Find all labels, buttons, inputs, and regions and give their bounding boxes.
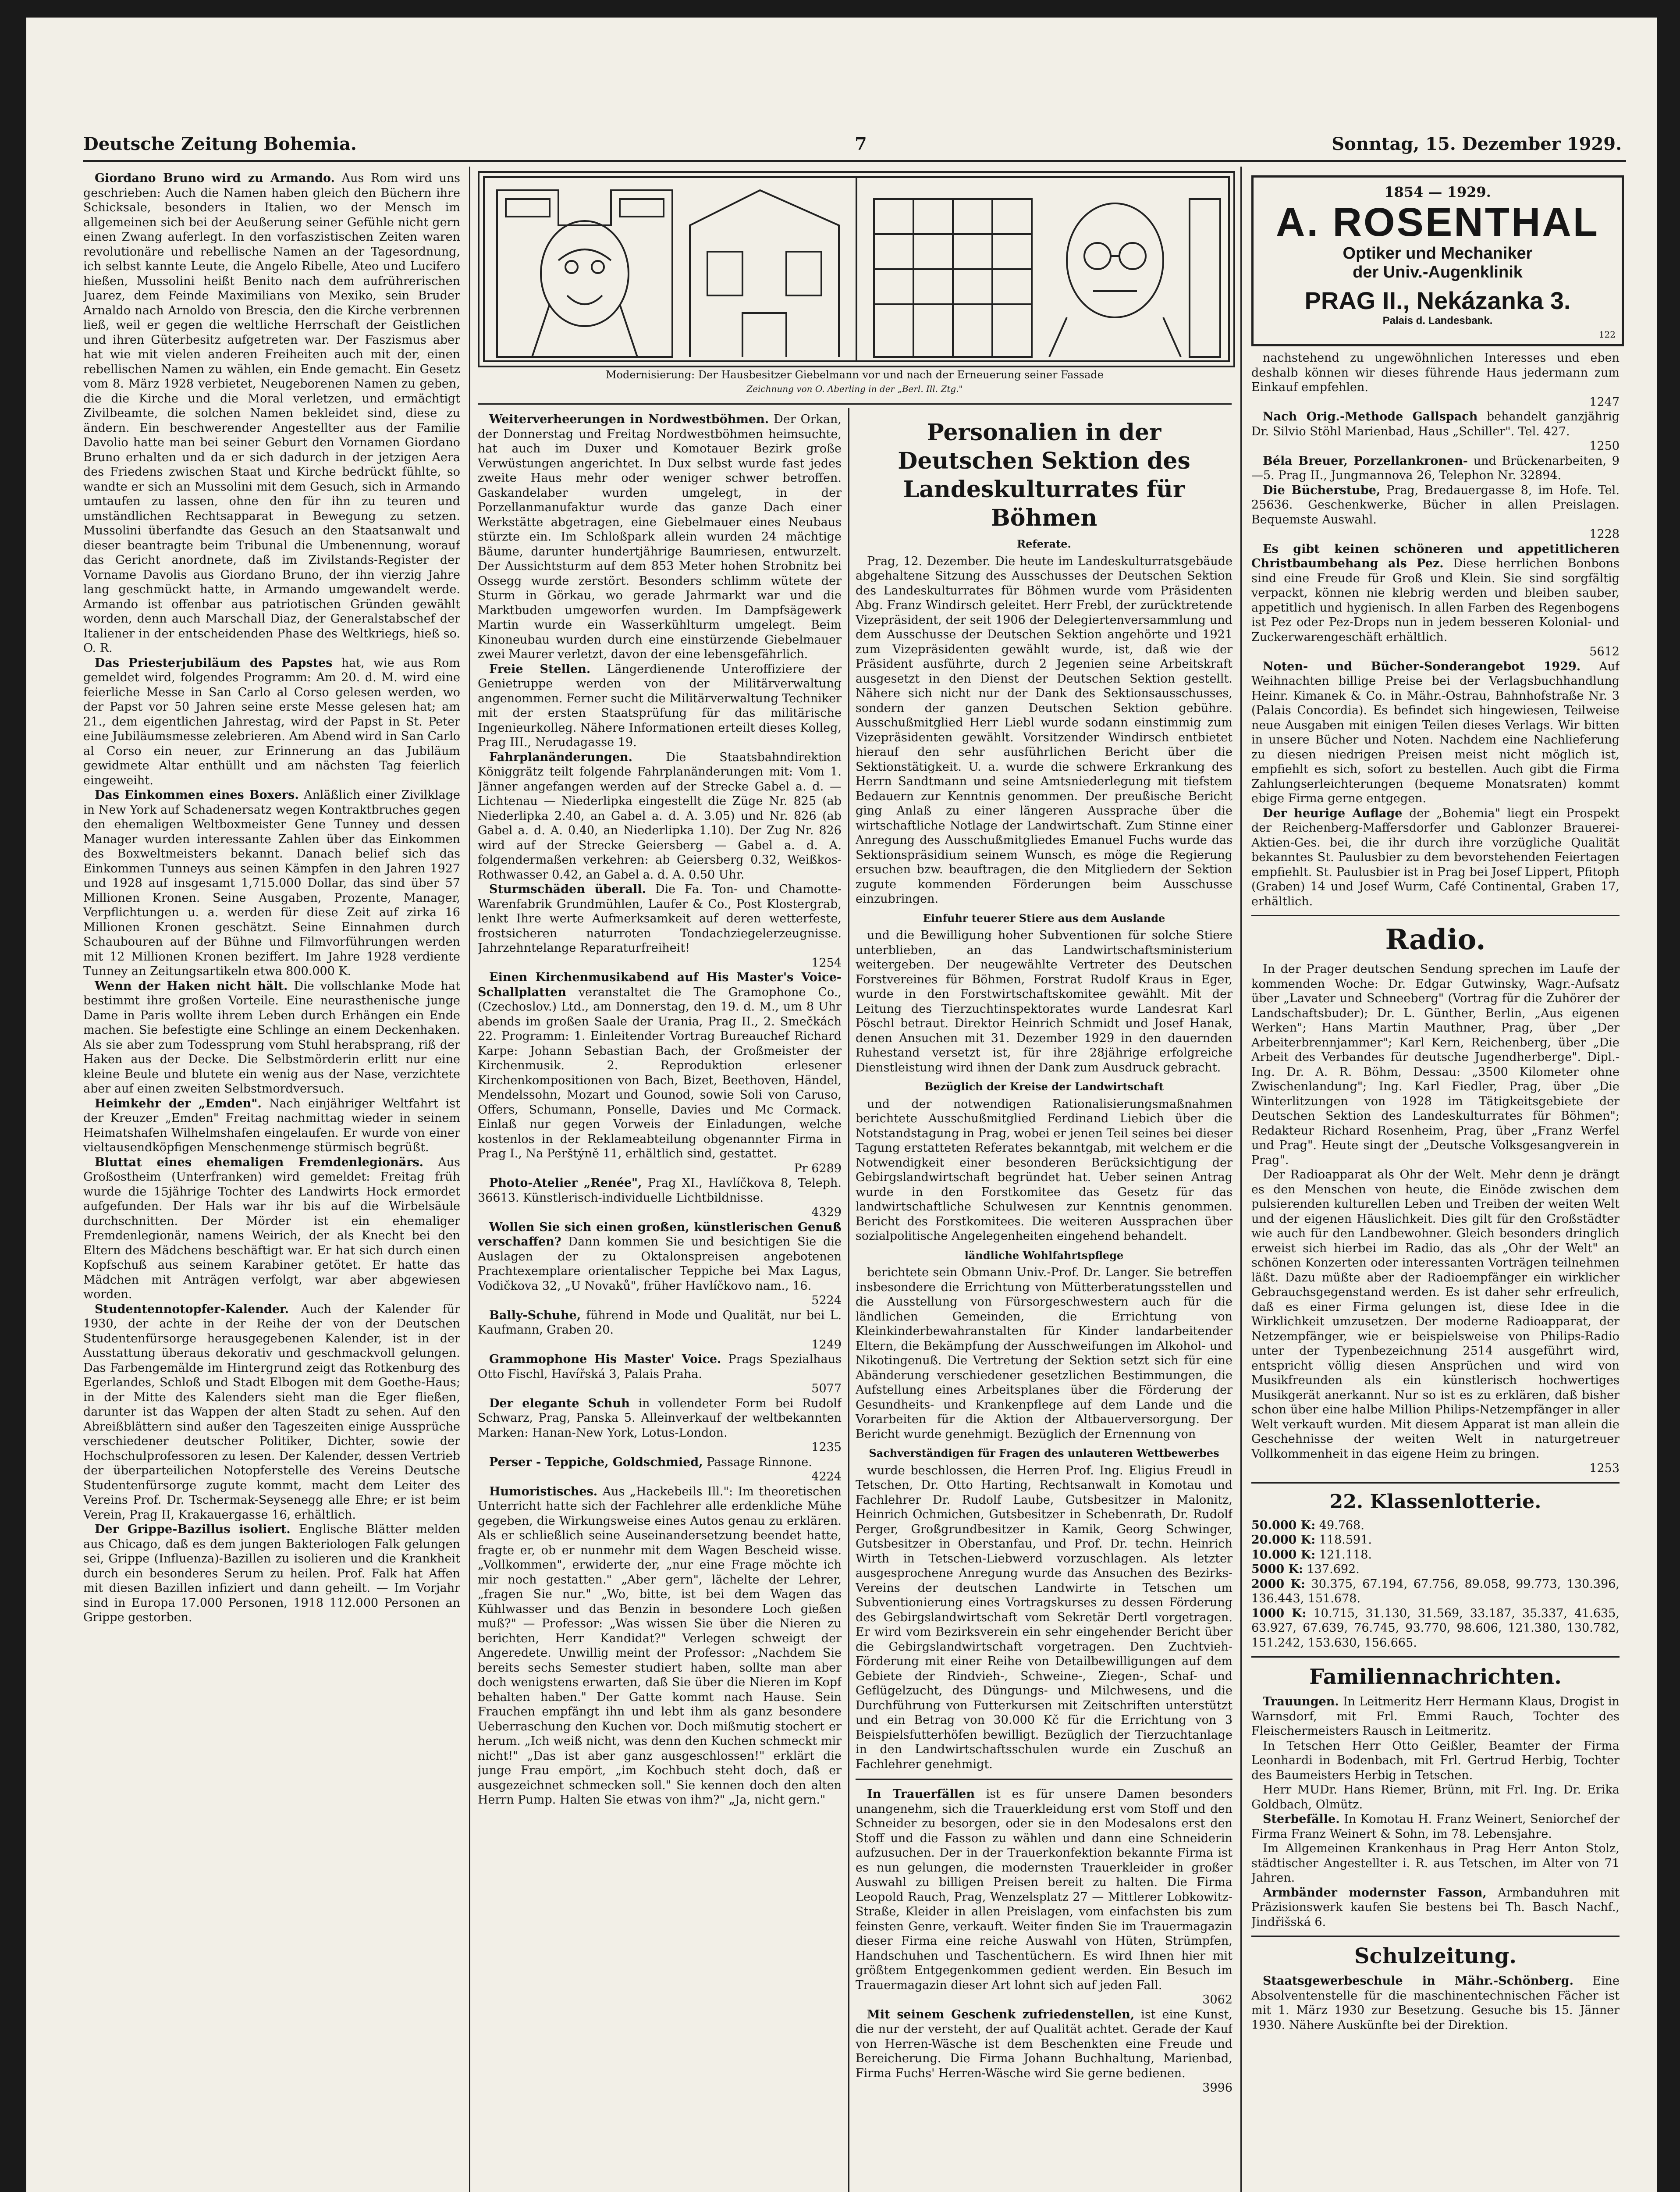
col2-article	[478, 1484, 842, 1808]
lottery-numbers: 137.692.	[1307, 1562, 1360, 1576]
header-rule	[83, 160, 1626, 162]
rosenthal-number: 122	[1598, 329, 1616, 340]
col4-ad-number: 1228	[1589, 527, 1620, 541]
col2-article-text: in vollendeter Form bei Rudolf Schwarz, Prag, Panska 5. Alleinverkauf der weltbekannten Marken: Hanan-New York, Lotus-London.	[478, 1396, 842, 1440]
col1-article	[83, 1522, 460, 1625]
col4-article	[1251, 806, 1620, 909]
lottery-prize: 10.000 K:	[1251, 1548, 1316, 1562]
col2-article-text: Dann kommen Sie und besichtigen Sie die Auslagen der zu Oktalonspreisen angebotenen Prachtexemplare orientalischer Teppiche bei Max Lagus, Vodičkova 32, „U Novaků", früher Havlíčkovo nam., 16.	[478, 1235, 842, 1293]
rosenthal-years: 1854 — 1929.	[1384, 184, 1491, 200]
col1-article-text: Anläßlich einer Zivilklage in New York auf Schadenersatz wegen Kontraktbruches gegen den ehemaligen Weltboxmeister Gene Tunney und dessen Manager wurden interessante Zahlen über das Einkommen des Boxweltmeisters bekannt. Danach belief sich das Einkommen Tunneys aus seinen Kämpfen in den Jahren 1927 und 1928 auf insgesamt 1,715.000 Dollar, das sind über 57 Millionen Kronen. Seine Ausgaben, Prozente, Manager, Verpflichtungen u. a. werden für diese Zeit auf zirka 16 Millionen Kronen geschätzt. Seine Einnahmen durch Schaubouren auf der Bühne und Filmvorführungen werden mit 12 Millionen Kronen beziffert. Im Jahre 1928 verdiente Tunney an Zeitungsartikeln etwa 800.000 K.	[83, 788, 460, 978]
col4-ad-number: 5612	[1589, 645, 1620, 658]
family-article-text: Im Allgemeinen Krankenhaus in Prag Herr Anton Stolz, städtischer Angestellter i. R. aus Tetschen, im Alter von 71 Jahren.	[1251, 1842, 1620, 1885]
col2-article-title: Photo-Atelier „Renée",	[489, 1176, 642, 1190]
cartoon-drawing	[479, 173, 1233, 366]
column-divider-1	[469, 167, 470, 2192]
col2-article-title: Einen Kirchenmusikabend auf His Master's Voice-Schallplatten	[478, 971, 842, 999]
col2-article-text: Prag XI., Havlíčkova 8, Teleph. 36613. Künstlerisch-individuelle Lichtbildnisse.	[478, 1176, 842, 1205]
col4-ad-number: 1250	[1589, 439, 1620, 453]
school-article-text: Eine Absolventenstelle für die maschinentechnischen Fächer ist mit 1. März 1930 zur Besetzung. Gesuche bis 15. Jänner 1930. Nähere Auskünfte bei der Direktion.	[1251, 1974, 1620, 2032]
col2-article	[478, 882, 842, 956]
lottery-prize: 20.000 K:	[1251, 1533, 1316, 1547]
col3-article-text: ist eine Kunst, die nur der versteht, der auf Qualität achtet. Gerade der Kauf von Herren-Wäsche ist dem Beschenkten eine Freude und Bereicherung. Die Firma Johann Buchhaltung, Marienbad, Firma Fuchs' Herren-Wäsche wird Sie gerne bedienen.	[856, 2007, 1232, 2080]
col2-article-text: Längerdienende Unteroffiziere der Genietruppe werden von der Militärverwaltung angenommen. Ferner sucht die Militärverwaltung Techniker mit der ersten Staatsprüfung für das militärische Ingenieurkolleg. Nähere Informationen erteilt dieses Kolleg, Prag III., Nerudagasse 19.	[478, 662, 842, 749]
col1-article-title: Studentennotopfer-Kalender.	[95, 1302, 289, 1316]
col2-article-title: Bally-Schuhe,	[489, 1308, 581, 1322]
radio-title: Radio.	[1385, 923, 1486, 956]
cartoon-caption: Modernisierung: Der Hausbesitzer Giebelmann vor und nach der Erneuerung seiner Fassade	[606, 369, 1104, 381]
family-article-text: In Komotau H. Franz Weinert, Seniorchef der Firma Franz Weinert & Sohn, im 78. Lebensjahre.	[1251, 1812, 1620, 1841]
col1-article	[83, 979, 460, 1096]
rosenthal-name: A. ROSENTHAL	[1276, 200, 1599, 245]
lottery-numbers: 49.768.	[1319, 1518, 1364, 1532]
col2-article-title: Grammophone His Master' Voice.	[489, 1352, 721, 1366]
col1-article-signature: O. R.	[83, 641, 113, 655]
col2-article-title: Freie Stellen.	[489, 662, 591, 676]
col2-ad-number: 4224	[811, 1470, 842, 1484]
lottery-row	[1251, 1577, 1620, 1606]
col1-article-text: Die vollschlanke Mode hat bestimmt ihre großen Vorteile. Eine neurasthenische junge Dame in Paris wollte ihrem Leben durch Erhängen ein Ende machen. Sie befestigte eine Schlinge an einem Deckenhaken. Als sie aber zum Todessprung vom Stuhl herabsprang, riß der Haken aus der Decke. Die Selbstmörderin erlitt nur eine kleine Beule und blutete ein wenig aus der Nase, verzichtete aber auf einen zweiten Selbstmordversuch.	[83, 979, 460, 1096]
col2-ad-number: 5077	[811, 1382, 842, 1395]
col4-article-title: Der heurige Auflage	[1263, 806, 1403, 820]
col4-article-title: Es gibt keinen schöneren und appetitlicheren Christbaumbehang als Pez.	[1251, 542, 1620, 570]
personalien-section-text: berichtete sein Obmann Univ.-Prof. Dr. Langer. Sie betreffen insbesondere die Errichtung von Mütterberatungsstellen und die Ausstellung von Fürsorgeschwestern auch für die ländlichen Gemeinden, die Errichtung von Kleinkinderbewahranstalten für Kinder landarbeitender Eltern, die Bekämpfung der Ausschweifungen im Alkohol- und Nikotingenuß. Die Vertretung der Sektion setzt sich für eine Abänderung verschiedener gesetzlichen Bestimmungen, die Aufstellung eines Arbeitsplanes über die Förderung der Gesundheits- und Krankenpflege auf dem Lande und die Vorarbeiten für die Aktion der Altbauerversorgung. Der Bericht wurde genehmigt. Bezüglich der Ernennung von	[856, 1266, 1232, 1441]
col1-article-title: Giordano Bruno wird zu Armando.	[95, 171, 335, 185]
col4-article-text: Auf Weihnachten billige Preise bei der Verlagsbuchhandlung Heinr. Kimanek & Co. in Mähr.-Ostrau, Bahnhofstraße Nr. 3 (Palais Concordia). Es befindet sich hingewiesen, Teilweise neue Ausgaben mit einigen Teilen dieses Verlags. Wir bitten in unsere Bücher und Noten. Nachdem eine Nachlieferung zu diesen niedrigen Preisen meist nicht möglich ist, empfiehlt es sich, sofort zu bestellen. Auch gibt die Firma Zahlungserleichterungen (bequeme Monatsraten) kommt ebige Firma gerne entgegen.	[1251, 659, 1620, 805]
col1-article	[83, 788, 460, 979]
col1-article-text: Aus Großostheim (Unterfranken) wird gemeldet: Freitag früh wurde die 15jährige Tochter des Landwirts Hock ermordet aufgefunden. Der Hals war ihr bis auf die Wirbelsäule durchschnitten. Der Mörder ist ein ehemaliger Fremdenlegionär, namens Weirich, der als Knecht bei den Eltern des Mädchens beschäftigt war. Er hat sich durch einen Kopfschuß aus seinem Karabiner getötet. Er hatte das Mädchen mit Anträgen verfolgt, war aber abgewiesen worden.	[83, 1155, 460, 1301]
col1-article-text: Aus Rom wird uns geschrieben: Auch die Namen haben gleich den Büchern ihre Schicksale, besonders in Italien, wo der Mensch im allgemeinen sich bei der Aeußerung seiner Gefühle nicht gern einen Zwang auferlegt. In den vorfaszistischen Zeiten waren revolutionäre und rebellische Namen an der Tagesordnung, ich selbst kannte Leute, die Angelo Ribelle, Ateo und Lucifero hießen, Mussolini heißt Benito nach dem aufrührerischen Juarez, dem Feinde Maximilians von Mexiko, sein Bruder Arnaldo nach Arnoldo von Brescia, den die Kirche verbrennen ließ, weil er gegen die weltliche Herrschaft der Geistlichen und ihren Güterbesitz aufgetreten war. Der Faszismus aber hat wie mit vielen anderen Freiheiten auch mit der, einen rebellischen Namen zu wählen, ein Ende gemacht. Ein Gesetz vom 8. März 1928 verbietet, Neugeborenen Namen zu geben, die die Kirche und die Moral verletzen, und ermächtigt Zivilbeamte, die solchen Namen bekleidet sind, diese zu ändern. Ein beschwerender Angestellter aus der Familie Davolio hatte man bei seiner Geburt den Vornamen Giordano Bruno erhalten und da er sich dadurch in der jetzigen Aera des Friedens zwischen Staat und Kirche bedrückt fühlte, so wandte er sich an Mussolini mit dem Gesuch, sich in Armando umtaufen zu lassen, ohne den für ihn zu teuren und umständlichen Rechtsapparat in Bewegung zu setzen. Mussolini überfandte das Gesuch an den Staatsanwalt und dieser beantragte beim Tribunal die Umbenennung, worauf das Gericht anordnete, daß im Zivilstands-Register der Vorname Davolis aus Giordano Bruno, der ihn vierzig Jahre lang geschmückt hatte, in Armando umgewandelt werde. Armando ist offenbar aus patriotischen Gründen gewählt worden, denn auch Marschall Diaz, der Generalstabschef der Italiener in der entscheidenden Phase des Weltkriegs, hieß so.	[83, 171, 460, 641]
col2-ad-number: 1235	[811, 1441, 842, 1454]
lottery-prize: 2000 K:	[1251, 1577, 1305, 1591]
col3-article-title: In Trauerfällen	[867, 1787, 975, 1801]
col4-rule	[1251, 1482, 1620, 1484]
page-content	[83, 105, 1626, 2192]
col3-article	[856, 1787, 1232, 1993]
col2-article-text: führend in Mode und Qualität, nur bei L. Kaufmann, Graben 20.	[478, 1308, 842, 1337]
family-article-text: Herr MUDr. Hans Riemer, Brünn, mit Frl. Ing. Dr. Erika Goldbach, Olmütz.	[1251, 1783, 1620, 1811]
col2-ad-number: Pr 6289	[794, 1161, 842, 1175]
family-article	[1251, 1886, 1620, 1930]
family-article	[1251, 1812, 1620, 1841]
column-4	[1251, 351, 1620, 2192]
col2-article	[478, 1176, 842, 1205]
col1-article	[83, 1155, 460, 1302]
col2-article	[478, 970, 842, 1161]
family-article-title: Sterbefälle.	[1263, 1812, 1340, 1826]
col1-article-text: Englische Blätter melden aus Chicago, daß es dem jungen Bakteriologen Falk gelungen sei, Grippe (Influenza)-Bazillen zu isolieren und die Krankheit durch ein besonderes Serum zu heilen. Prof. Falk hat Affen mit diesen Bazillen infiziert und dann geheilt. — Im Vorjahr sind in Europa 17.000 Personen, 1918 112.000 Personen an Grippe gestorben.	[83, 1523, 460, 1624]
col4-rule	[1251, 1656, 1620, 1658]
col2-article-title: Humoristisches.	[489, 1484, 598, 1498]
lottery-row	[1251, 1606, 1620, 1651]
cartoon-rule	[478, 403, 1232, 405]
family-article	[1251, 1694, 1620, 1739]
radio-ad-number: 1253	[1589, 1462, 1620, 1475]
cartoon-illustration	[478, 171, 1235, 367]
col4-article-text: der „Bohemia" liegt ein Prospekt der Reichenberg-Maffersdorfer und Gablonzer Brauerei-Aktien-Ges. bei, die ihr durch ihre vorzügliche Qualität bekanntes St. Paulusbier zu dem bevorstehenden Feiertagen empfiehlt. St. Paulusbier ist in Prag bei Josef Lippert, Pfitoph (Graben) 14 und Josef Wurm, Café Continental, Graben 17, erhältlich.	[1251, 806, 1620, 908]
col3-ad-number: 3062	[1202, 1993, 1232, 2007]
lottery-row	[1251, 1533, 1620, 1548]
column-divider-2	[848, 408, 849, 2192]
col4-article-title: Die Bücherstube,	[1263, 483, 1381, 497]
col4-article	[1251, 483, 1620, 527]
col2-article-text: veranstaltet die The Gramophone Co., (Czechoslov.) Ltd., am Donnerstag, den 19. d. M., um 8 Uhr abends im großen Saale der Urania, Prag II., 2. Smečkách 22. Programm: 1. Einleitender Vortrag Bureauchef Richard Karpe: Johann Sebastian Bach, der Großmeister der Kirchenmusik. 2. Reproduktion erlesener Kirchenkompositionen von Bach, Bizet, Beethoven, Händel, Mendelssohn, Mozart und Gounod, sowie Soli von Caruso, Offers, Schumann, Ponselle, Davies und Mc Cormack. Einlaß nur gegen Vorweis der Einladungen, welche kostenlos in der Reklameabteilung obgenannter Firma in Prag I., Na Perštýně 11, erhältlich sind, gestattet.	[478, 985, 842, 1160]
personalien-section-text: und die Bewilligung hoher Subventionen für solche Stiere unterblieben, an das Landwirtschaftsministerium weitergeben. Der neugewählte Vertreter des Deutschen Forstvereines für Böhmen, Forstrat Rudolf Kraus in Eger, wurde in den Forstwirtschaftskomitee gewählt. Mit der Leitung des Tierzuchtinspektorates wurde Landesrat Karl Pöschl betraut. Direktor Heinrich Schmidt und Josef Hanak, denen Ansuchen mit 31. Dezember 1929 in den dauernden Ruhestand versetzt ist, für ihre 28jährige erfolgreiche Dienstleistung wird ihnen der Dank zum Ausdruck gebracht.	[856, 929, 1232, 1075]
personalien-section-text: wurde beschlossen, die Herren Prof. Ing. Eligius Freudl in Tetschen, Dr. Otto Harting, Rechtsanwalt in Komotau und Fachlehrer Dr. Rudolf Laube, Gutsbesitzer in Malonitz, Heinrich Ochmichen, Gutsbesitzer in Schebenrath, Dr. Rudolf Perger, Großgrundbesitzer in Kamik, Georg Schwinger, Gutsbesitzer in Oberstanfau, und Prof. Dr. techn. Heinrich Wirth in Tetschen-Liebwerd vorzuschlagen. Als letzter ausgesprochene Anregung wurde das Ansuchen des Bezirks-Vereins der deutschen Landwirte in Tetschen um Subventionierung eines Vortragskurses zu dessen Förderung des Gebirgslandwirtschaft vom Sekretär Dertl vorgetragen. Er wird vom Bezirksverein ein sehr eingehender Bericht über die Gebirgslandwirtschaft vorgetragen. Den Zuchtvieh-Förderung mit einer Reihe von Detailbewilligungen auf dem Gebiete der Rindvieh-, Schweine-, Ziegen-, Schaf- und Geflügelzucht, des Düngungs- und Milchwesens, und die Durchführung von Futterkursen mit Zeitschriften unterstützt und ein Betrag von 30.000 Kč für die Errichtung von 3 Beispielsfutterhöfen bewilligt. Bezüglich der Tierzuchtanlage in den Landwirtschaftsschulen wurde ein Zuschuß an Fachlehrer genehmigt.	[856, 1463, 1232, 1771]
col2-article-title: Fahrplanänderungen.	[489, 750, 633, 764]
personalien-headline: Personalien in der Deutschen Sektion des Landeskulturrates für Böhmen	[898, 419, 1190, 531]
col1-article	[83, 1302, 460, 1523]
lottery-numbers: 30.375, 67.194, 67.756, 89.058, 99.773, 130.396, 136.443, 151.678.	[1251, 1577, 1620, 1605]
lottery-row	[1251, 1548, 1620, 1562]
col4-ad-number: 1247	[1589, 395, 1620, 409]
page-number: 7	[855, 134, 867, 154]
radio-program: In der Prager deutschen Sendung sprechen im Laufe der kommenden Woche: Dr. Edgar Gutwinsky, Wagr.-Aufsatz über „Lavater und Schneeberg" (Vortrag für die Zuhörer der Landschaftsbuder); Dr. L. Günther, Berlin, „Aus eigenen Werken"; Hans Martin Mauthner, Prag, über „Der Arbeiterbrennjammer"; Karl Kern, Reichenberg, über „Die Arbeit des Verbandes für deutsche Jugendherberge". Dipl.-Ing. Dr. A. R. Böhm, Dessau: „3500 Kilometer ohne Zwischenlandung"; Ing. Karl Fiedler, Prag, über „Die Winterlitzungen von 1928 im Tätigkeitsgebiete der Deutschen Sektion des Landeskulturrates für Böhmen"; Redakteur Richard Rosenheim, Prag, über „Franz Werfel und Prag". Heute singt der „Deutsche Volksgesangverein in Prag".	[1251, 962, 1620, 1167]
col3-article	[856, 2007, 1232, 2081]
col1-article-title: Heimkehr der „Emden".	[95, 1096, 262, 1110]
personalien-section-heading: Einfuhr teuerer Stiere aus dem Auslande	[923, 911, 1165, 925]
column-3	[856, 412, 1232, 2192]
col2-ad-number: 5224	[811, 1294, 842, 1307]
column-divider-3	[1240, 167, 1242, 2192]
personalien-section-heading: ländliche Wohlfahrtspflege	[964, 1249, 1124, 1262]
family-article-title: Armbänder modernster Fasson,	[1263, 1886, 1487, 1900]
school-article-title: Staatsgewerbeschule in Mähr.-Schönberg.	[1263, 1974, 1573, 1988]
lottery-prize: 1000 K:	[1251, 1606, 1307, 1620]
rosenthal-address2: Palais d. Landesbank.	[1382, 315, 1493, 327]
rosenthal-ad	[1251, 175, 1624, 346]
col1-article	[83, 656, 460, 788]
col3-ad-number: 3996	[1202, 2081, 1232, 2095]
col4-article	[1251, 659, 1620, 806]
rosenthal-line1: Optiker und Mechaniker	[1343, 244, 1533, 263]
personalien-section-heading: Bezüglich der Kreise der Landwirtschaft	[924, 1080, 1164, 1093]
family-article-text: Armbanduhren mit Präzisionswerk kaufen Sie bestens bei Th. Basch Nachf., Jindřišská 6.	[1251, 1886, 1620, 1929]
lottery-numbers: 121.118.	[1319, 1548, 1372, 1562]
col4-rule	[1251, 1936, 1620, 1937]
family-article	[1251, 1739, 1620, 1783]
family-article-title: Trauungen.	[1263, 1695, 1339, 1708]
col1-article-title: Das Einkommen eines Boxers.	[95, 788, 299, 802]
col3-article-title: Mit seinem Geschenk zufriedenstellen,	[867, 2007, 1135, 2021]
lottery-prize: 5000 K:	[1251, 1562, 1303, 1576]
col4-article	[1251, 542, 1620, 645]
col4-article	[1251, 409, 1620, 439]
col4-article	[1251, 351, 1620, 395]
lottery-title: 22. Klassenlotterie.	[1329, 1490, 1541, 1513]
family-article	[1251, 1783, 1620, 1812]
col2-article	[478, 1396, 842, 1441]
col1-article-title: Das Priesterjubiläum des Papstes	[95, 656, 333, 670]
col3-ad-rule	[856, 1779, 1232, 1780]
col4-article-text: behandelt ganzjährig Dr. Silvio Stöhl Marienbad, Haus „Schiller". Tel. 427.	[1251, 410, 1620, 438]
col2-article	[478, 1220, 842, 1294]
col2-article	[478, 1308, 842, 1338]
lottery-row	[1251, 1518, 1620, 1533]
col4-article-title: Béla Breuer, Porzellankronen-	[1263, 454, 1468, 468]
col4-article-text: Diese herrlichen Bonbons sind eine Freude für Groß und Klein. Sie sind sorgfältig verpackt, können nie klebrig werden und bleiben sauber, appetitlich und hygienisch. In allen Farben des Regenbogens ist Pez oder Pez-Drops nun in jedem besseren Kolonial- und Zuckerwarengeschäft erhältlich.	[1251, 557, 1620, 644]
col2-article-text: Aus „Hackebeils Ill.": Im theoretischen Unterricht hatte sich der Fachlehrer alle erdenkliche Mühe gegeben, die Wirkungsweise eines Autos genau zu erklären. Als er schließlich seine Auseinandersetzung beendet hatte, fragte er, ob er nunmehr mit dem Wagen Bescheid wisse. „Vollkommen", erwiderte der, „nur eine Frage möchte ich mir noch gestatten." „Aber gern", lächelte der Lehrer, „fragen Sie nur." „Wo, bitte, ist bei dem Wagen das Kühlwasser und das Benzin in besondere Loch gießen muß?" — Professor: „Was wissen Sie über die Nieren zu berichten, Herr Kandidat?" Verlegen schweigt der Angeredete. Unwillig meint der Professor: „Nachdem Sie bereits sechs Semester studiert haben, sollte man aber doch wenigstens erwarten, daß Sie über die Nieren im Kopf behalten haben." Der Gatte kommt nach Hause. Sein Frauchen empfängt ihn und lebt ihm als ganz besondere Ueberraschung den Kuchen vor. Doch mißmutig stochert er herum. „Ich weiß nicht, was denn den Kuchen schmeckt mir nicht!" „Das ist aber ganz ausgeschlossen!" erklärt die junge Frau empört, „im Kochbuch steht doch, daß er ausgezeichnet schmecken soll." Sie kennen doch den alten Herrn Pump. Halten Sie etwas von ihm?" „Ja, nicht gern."	[478, 1484, 842, 1807]
personalien-subhead: Referate.	[1017, 537, 1071, 550]
col4-article-text: und Brückenarbeiten, 9—5. Prag II., Jungmannova 26, Telephon Nr. 32894.	[1251, 454, 1620, 482]
col1-article-text: Nach einjähriger Weltfahrt ist der Kreuzer „Emden" Freitag nachmittag wieder in seinem Heimatshafen Wilhelmshafen eingelaufen. Er wurde von einer vieltausendköpfigen Menschenmenge stürmisch begrüßt.	[83, 1096, 460, 1154]
col2-article	[478, 750, 842, 882]
masthead-date: Sonntag, 15. Dezember 1929.	[1332, 134, 1622, 154]
col1-article-title: Wenn der Haken nicht hält.	[95, 979, 288, 993]
personalien-section-text: und der notwendigen Rationalisierungsmaßnahmen berichtete Ausschußmitglied Ferdinand Liebich über die Notstandstagung in Prag, wobei er jenen Teil seines bei dieser Tagung erstatteten Referates bekanntgab, mit welchem er die Notwendigkeit einer besonderen Berücksichtigung der Gebirgslandwirtschaft begründet hat. Ueber seinen Antrag wurde in den Forstkomitee das Gesetz für das landwirtschaftliche Schulwesen zur Kenntnis genommen. Bericht des Forstkomitees. Die weiteren Aussprachen über sozialpolitische Angelegenheiten eingehend behandelt.	[856, 1097, 1232, 1243]
col1-article-text: Auch der Kalender für 1930, der achte in der Reihe der von der Deutschen Studentenfürsorge herausgegebenen Kalender, ist in der Ausstattung überaus dekorativ und geschmackvoll gelungen. Das Farbengemälde im Hintergrund zeigt das Rotkenburg des Egerlandes, Schloß und Stadt Elbogen mit dem Goethe-Haus; in der Mitte des Kalenders sieht man die Eger fließen, darunter ist das Wappen der alten Stadt zu sehen. Auf den Abreißblättern sind außer den Tageszeiten einige Aussprüche verschiedener deutscher Politiker, Dichter, sowie der Hochschulprofessoren zu lesen. Der Kalender, dessen Vertrieb der überparteilichen Notopferstelle des Vereins Deutsche Studentenfürsorge zugute kommt, macht dem Leiter des Vereins Prof. Dr. Tschermak-Seysenegg alle Ehre; er ist beim Verein, Prag II, Krakauergasse 16, erhältlich.	[83, 1302, 460, 1522]
lottery-numbers: 118.591.	[1319, 1533, 1372, 1547]
col2-article	[478, 1455, 842, 1470]
lottery-prize: 50.000 K:	[1251, 1518, 1316, 1532]
family-article-text: In Leitmeritz Herr Hermann Klaus, Drogist in Warnsdorf, mit Frl. Emmi Rauch, Tochter des Fleischermeisters Rausch in Leitmeritz.	[1251, 1695, 1620, 1738]
rosenthal-address: PRAG II., Nekázanka 3.	[1304, 287, 1571, 314]
col2-article-text: Prags Spezialhaus Otto Fischl, Havířská 3, Palais Praha.	[478, 1352, 842, 1381]
rosenthal-line2: der Univ.-Augenklinik	[1353, 263, 1523, 281]
col2-article-title: Sturmschäden überall.	[489, 882, 646, 896]
personalien-paragraph: Prag, 12. Dezember. Die heute im Landeskulturratsgebäude abgehaltene Sitzung des Ausschusses der Deutschen Sektion des Landeskulturrates für Böhmen wurde vom Präsidenten Abg. Franz Windirsch geleitet. Herr Frebl, der zurücktretende Vizepräsident, der seit 1906 der Delegiertenversammlung und dem Ausschusse der Deutschen Sektion angehörte und 1921 zum Vizepräsidenten gewählt wurde, ist, daß wie der Präsident ausführte, durch 2 Jegenien seine Arbeitskraft ausgesetzt in den Dienst der Deutschen Sektion gestellt. Nähere sich nicht nur der Dank des Sektionsausschusses, sondern der ganzen Deutschen Sektion gebühre. Ausschußmitglied Herr Liebl wurde sodann einstimmig zum Vizepräsidenten gewählt. Vorsitzender Windirsch entbietet hierauf den sehr ausführlichen Bericht über die Sektionstätigkeit. U. a. wurde die schwere Erkrankung des Herrn Sandtmann und seine Amtsniederlegung mit tiefstem Bedauern zur Kenntnis genommen. Der preußische Bericht ging Anlaß zu einer längeren Aussprache über die wirtschaftliche Notlage der Landwirtschaft. Zum Stinne einer Anregung des Ausschußmitgliedes Emanuel Fuchs wurde das Sektionspräsidium seinem Wunsch, es möge die Regierung ersuchen bzw. beauftragen, die den Mitgliedern der Sektion zugute kommenden Förderungen beim Ausschusse einzubringen.	[856, 554, 1232, 906]
masthead-left: Deutsche Zeitung Bohemia.	[83, 134, 357, 154]
col1-article-text: hat, wie aus Rom gemeldet wird, folgendes Programm: Am 20. d. M. wird eine feierliche Messe in San Carlo al Corso gelesen werden, wo der Papst vor 50 Jahren seine erste Messe gelesen hat; am 21., dem eigentlichen Jahrestag, wird der Papst in St. Peter eine Jubiläumsmesse zelebrieren. Am Abend wird in San Carlo al Corso ein neuer, zur Erinnerung an das Jubiläum gewidmete Altar enthüllt und am nächsten Tag feierlich eingeweiht.	[83, 656, 460, 787]
col4-article-title: Nach Orig.-Methode Gallspach	[1263, 410, 1478, 423]
personalien-section-heading: Sachverständigen für Fragen des unlauteren Wettbewerbes	[869, 1447, 1219, 1459]
lottery-row	[1251, 1562, 1620, 1577]
lottery-numbers: 10.715, 31.130, 31.569, 33.187, 35.337, 41.635, 63.927, 67.639, 76.745, 93.770, 98.606, 121.380, 130.782, 151.242, 153.630, 156.665.	[1251, 1606, 1620, 1650]
col2-article-text: Passage Rinnone.	[707, 1455, 812, 1469]
personalien-body	[856, 554, 1232, 2096]
col2-article-title: Weiterverheerungen in Nordwestböhmen.	[489, 413, 769, 426]
col1-article-title: Bluttat eines ehemaligen Fremdenlegionärs.	[95, 1155, 424, 1169]
col4-article-text: Prag, Bredauergasse 8, im Hofe. Tel. 25636. Geschenkwerke, Bücher in allen Preislagen. Bequemste Auswahl.	[1251, 483, 1620, 527]
col3-article-text: ist es für unsere Damen besonders unangenehm, sich die Trauerkleidung erst vom Stoff und den Schneider zu besorgen, oder sie in den Modesalons erst den Stoff und die Fasson zu wählen und dann eine Schneiderin aufzusuchen. Der in der Trauerkonfektion bekannte Firma ist es nun gelungen, die modernsten Trauerkleider in großer Auswahl zu billigen Preisen bereit zu halten. Die Firma Leopold Rauch, Prag, Wenzelsplatz 27 — Mittlerer Lobkowitz-Straße, Kleider in allen Preislagen, vom einfachsten bis zum feinsten Genre, verkauft. Weiter finden Sie im Trauermagazin dieser Firma eine reiche Auswahl von Hüten, Strümpfen, Handschuhen und Taschentüchern. Es wird Ihnen hier mit größtem Entgegenkommen gedient werden. Ein Besuch im Trauermagazin dieser Art lohnt sich auf jeden Fall.	[856, 1787, 1232, 1992]
col2-article-text: Der Orkan, der Donnerstag und Freitag Nordwestböhmen heimsuchte, hat auch im Duxer und Komotauer Bezirk große Verwüstungen angerichtet. In Dux selbst wurde fast jedes zweite Haus mehr oder weniger schwer betroffen. Gaskandelaber wurden umgelegt, in der Porzellanmanufaktur wurde das ganze Dach einer Werkstätte abgetragen, eine Giebelmauer eines Neubaus stürzte ein. Im Schloßpark allein wurden 24 mächtige Bäume, darunter hundertjährige Baumriesen, entwurzelt. Der Aussichtsturm auf dem 853 Meter hohen Strobnitz bei Ossegg wurde zerstört. Besonders schlimm wütete der Sturm in Görkau, wo gerade Jahrmarkt war und die Marktbuden umgeworfen wurden. Im Dampfsägewerk Martin wurde ein Wasserkühlturm umgelegt. Beim Kinoneubau wurden durch eine einstürzende Giebelmauer zwei Maurer verletzt, davon der eine lebensgefährlich.	[478, 413, 842, 661]
family-article	[1251, 1841, 1620, 1886]
col2-ad-number: 1254	[811, 956, 842, 970]
column-2	[478, 412, 842, 2192]
family-title: Familiennachrichten.	[1309, 1665, 1562, 1689]
col2-article	[478, 1352, 842, 1381]
col4-rule	[1251, 915, 1620, 916]
col2-ad-number: 4329	[811, 1206, 842, 1219]
school-article	[1251, 1974, 1620, 2032]
col1-article	[83, 1096, 460, 1155]
col2-article-title: Perser - Teppiche, Goldschmied,	[489, 1455, 703, 1469]
col2-article-title: Wollen Sie sich einen großen, künstlerischen Genuß verschaffen?	[478, 1220, 842, 1249]
col1-article-title: Der Grippe-Bazillus isoliert.	[95, 1523, 291, 1536]
newspaper-page	[26, 18, 1657, 2192]
radio-advert: Der Radioapparat als Ohr der Welt. Mehr denn je drängt es den Menschen von heute, die Einöde zwischen dem pulsierenden kulturellen Leben und Treiben der weiten Welt und der eigenen Häuslichkeit. Dies gilt für den Großstädter wie auch für den Landbewohner. Gleich besonders dringlich erweist sich hierbei im Radio, das als „Ohr der Welt" an schönen Konzerten oder interessanten Vorträgen teilnehmen läßt. Dazu müßte aber der Radioempfänger ein wirklicher Gebrauchsgegenstand werden. Es ist daher sehr erfreulich, daß es einer Firma gelungen ist, diese Idee in die Wirklichkeit umzusetzen. Der moderne Radioapparat, der Netzempfänger, wie er beispielsweise von Philips-Radio unter der Typenbezeichnung 2514 ausgeführt wird, entspricht völlig diesen Ansprüchen und wird von Musikfreunden als ein künstlerisch hochwertiges Musikgerät anerkannt. Nur so ist es zu erklären, daß bisher schon über eine halbe Million Philips-Netzempfänger in aller Welt verkauft wurden. Mit diesem Apparat ist man allein die Geschehnisse der weiten Welt in naturgetreuer Vollkommenheit in das eigene Heim zu bringen.	[1251, 1168, 1620, 1461]
col2-article-text: Die Fa. Ton- und Chamotte-Warenfabrik Grundmühlen, Laufer & Co., Post Klostergrab, lenkt Ihre werte Aufmerksamkeit auf deren wetterfeste, frostsicheren naturroten Tondachziegelerzeugnisse. Jahrzehntelange Reparaturfreiheit!	[478, 882, 842, 955]
school-title: Schulzeitung.	[1354, 1944, 1517, 1968]
col2-ad-number: 1249	[811, 1338, 842, 1352]
cartoon-credit: Zeichnung von O. Aberling in der „Berl. Ill. Ztg."	[746, 384, 963, 394]
col2-article	[478, 412, 842, 662]
col4-article-title: Noten- und Bücher-Sonderangebot 1929.	[1263, 659, 1581, 673]
col1-article	[83, 171, 460, 656]
col2-article-title: Der elegante Schuh	[489, 1396, 630, 1410]
col2-article	[478, 662, 842, 750]
col4-article	[1251, 454, 1620, 483]
column-1	[83, 171, 460, 2192]
col2-article-text: Die Staatsbahndirektion Königgrätz teilt folgende Fahrplanänderungen mit: Vom 1. Jänner angefangen werden auf der Strecke Gabel a. d. — Lichtenau — Niederlipka eingestellt die Züge Nr. 825 (ab Niederlipka 2.40, an Gabel a. d. A. 3.05) und Nr. 826 (ab Gabel a. d. A. 0.40, an Niederlipka 1.10). Der Zug Nr. 826 wird auf der Strecke Geiersberg — Gabel a. d. A. folgendermaßen verkehren: ab Geiersberg 0.32, Weißkos-Rothwasser 0.42, an Gabel a. d. A. 0.50 Uhr.	[478, 750, 842, 882]
col4-article-text: nachstehend zu ungewöhnlichen Interesses und eben deshalb können wir dieses führende Haus jedermann zum Einkauf empfehlen.	[1251, 351, 1620, 394]
family-article-text: In Tetschen Herr Otto Geißler, Beamter der Firma Leonhardi in Bodenbach, mit Frl. Gertrud Herbig, Tochter des Baumeisters Herbig in Tetschen.	[1251, 1739, 1620, 1782]
